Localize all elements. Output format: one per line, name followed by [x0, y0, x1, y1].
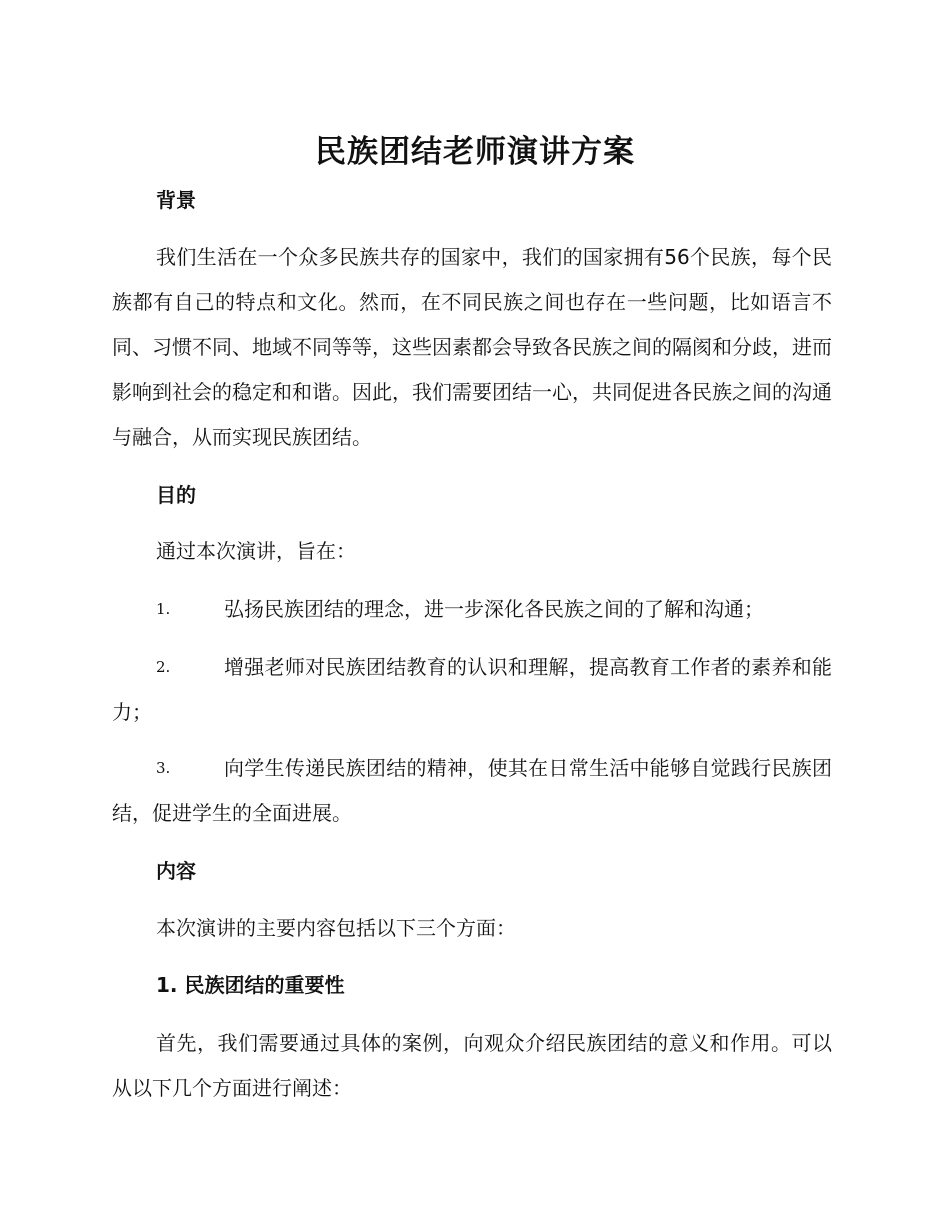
list-item: [112, 746, 832, 836]
section-heading-purpose: 目的: [156, 483, 196, 507]
content-intro: 本次演讲的主要内容包括以下三个方面：: [156, 916, 516, 940]
list-item: [112, 645, 832, 735]
list-item-text: 增强老师对民族团结教育的认识和理解，提高教育工作者的素养和能力；: [112, 655, 832, 724]
list-item: [112, 587, 832, 632]
list-item-number: 1.: [156, 600, 171, 618]
list-item-text: 弘扬民族团结的理念，进一步深化各民族之间的了解和沟通；: [224, 597, 764, 621]
section-heading-content: 内容: [156, 859, 196, 883]
content-subheading: 1. 民族团结的重要性: [156, 973, 345, 997]
list-item-number: 3.: [156, 759, 171, 777]
background-paragraph: 我们生活在一个众多民族共存的国家中，我们的国家拥有56个民族，每个民族都有自己的特点和文化。然而，在不同民族之间也存在一些问题，比如语言不同、习惯不同、地域不同等等，这些因素都会导致各民族之间的隔阂和分歧，进而影响到社会的稳定和和谐。因此，我们需要团结一心，共同促进各民族之间的沟通与融合，从而实现民族团结。: [112, 245, 832, 449]
content-paragraph: 首先，我们需要通过具体的案例，向观众介绍民族团结的意义和作用。可以从以下几个方面进行阐述：: [112, 1031, 832, 1100]
purpose-intro: 通过本次演讲，旨在：: [156, 539, 356, 563]
list-item-number: 2.: [156, 658, 171, 676]
list-item-text: 向学生传递民族团结的精神，使其在日常生活中能够自觉践行民族团结，促进学生的全面进展。: [112, 756, 832, 825]
document-title: 民族团结老师演讲方案: [315, 134, 635, 170]
section-heading-background: 背景: [156, 188, 196, 212]
